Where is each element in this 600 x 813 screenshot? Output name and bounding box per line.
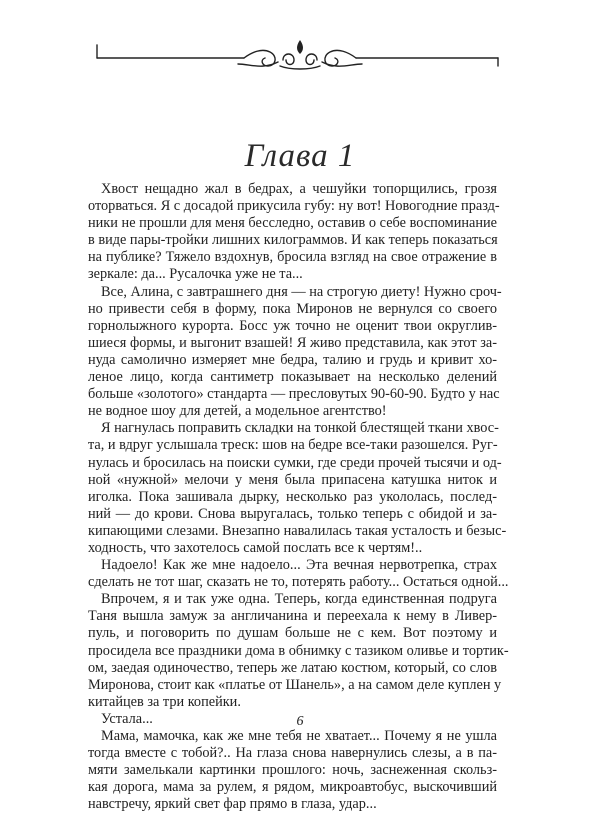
text-line: та, и вдруг услышала треск: шов на бедре все-таки разошелся. Руг- [88, 437, 498, 454]
text-line: оторваться. Я с досадой прикусила губу: ну вот! Новогодние празд- [88, 198, 500, 215]
text-line: Миронова, стоит как «платье от Шанель», а на самом деле куплен у [88, 676, 502, 693]
paragraph [88, 728, 497, 813]
text-line: кипающими слезами. Внезапно навалилась такая усталость и безыс- [88, 522, 507, 539]
paragraph [88, 283, 502, 421]
text-line: иголка. Пока зашивала дырку, несколько раз укололась, послед- [88, 488, 497, 505]
text-line: сделать не тот шаг, сказать не то, потерять работу... Остаться одной... [88, 574, 509, 591]
text-line: кая дорога, мама за рулем, я рядом, микроавтобус, выскочивший [88, 779, 497, 796]
text-line: шиеся формы, и выгонит взашей! Я живо представила, как этот за- [88, 334, 497, 351]
text-line: мяти замелькали картинки прошлого: ночь, заснеженная скольз- [88, 762, 497, 779]
text-line: Хвост нещадно жал в бедрах, а чешуйки топорщились, грозя [101, 181, 497, 197]
text-line: но привести себя в форму, пока Миронов не вернулся со своего [88, 300, 497, 317]
text-line: Надоело! Как же мне надоело... Эта вечная нервотрепка, страх [101, 557, 497, 574]
text-line: ники не прошли для меня бесследно, оставив о себе воспоминание [88, 215, 497, 232]
text-line: не водное шоу для детей, а модельное агентство! [88, 403, 387, 420]
decorative-ornament-header [0, 0, 600, 110]
text-line: китайцев за три копейки. [88, 693, 241, 710]
text-line: ной «нужной» мелочи у меня была припасена катушка ниток и [88, 471, 497, 488]
text-line: на публике? Тяжело вздохнув, бросила взгляд на свое отражение в [88, 249, 497, 266]
text-line: Мама, мамочка, как же мне тебя не хватает... Почему я не ушла [101, 728, 497, 744]
text-line: Устала... [101, 710, 153, 727]
text-line: навстречу, яркий свет фар прямо в глаза, удар... [88, 796, 377, 813]
text-line: нулась и бросилась на поиски сумки, где среди прочей тысячи и од- [88, 454, 502, 471]
text-line: горнолыжного курорта. Босс уж точно не оценит твои округлив- [88, 317, 497, 334]
text-line: Впрочем, я и так уже одна. Теперь, когда единственная подруга [101, 591, 497, 608]
text-line: в виде пары-тройки лишних килограммов. И как теперь показаться [88, 232, 498, 249]
text-line: Все, Алина, с завтрашнего дня — на строгую диету! Нужно сроч- [101, 283, 502, 300]
text-line: Я нагнулась поправить складки на тонкой блестящей ткани хвос- [101, 420, 499, 437]
text-line: Таня вышла замуж за англичанина и переехала к нему в Ливер- [88, 608, 497, 625]
paragraph [88, 557, 509, 591]
text-line: больше «золотого» стандарта — пресловутых 90-60-90. Будто у нас [88, 386, 500, 403]
paragraph [88, 420, 507, 557]
text-line: просидела все праздники дома в обнимку с тазиком оливье и тортик- [88, 642, 509, 659]
paragraph [88, 181, 500, 284]
text-line: нуда самолично измеряет мне бедра, талию и грудь и кривит хо- [88, 351, 497, 368]
text-line: пуль, и поговорить по душам больше не с кем. Вот поэтому и [88, 625, 497, 642]
text-line: ний — до крови. Снова выругалась, только теперь с обидой и за- [88, 505, 497, 522]
paragraph [88, 591, 509, 711]
text-line: тогда вместе с тобой?.. На глаза снова навернулись слезы, а в па- [88, 745, 497, 762]
page-number: 6 [296, 714, 304, 729]
text-line: зеркале: да... Русалочка уже не та... [88, 266, 303, 283]
text-line: ходность, что захотелось самой послать все к чертям!.. [88, 539, 423, 556]
text-line: ом, заедая одиночество, теперь же латаю костюм, который, со слов [88, 659, 497, 676]
chapter-title: Глава 1 [244, 138, 356, 174]
text-line: леное лицо, когда сантиметр показывает на несколько делений [88, 369, 497, 386]
